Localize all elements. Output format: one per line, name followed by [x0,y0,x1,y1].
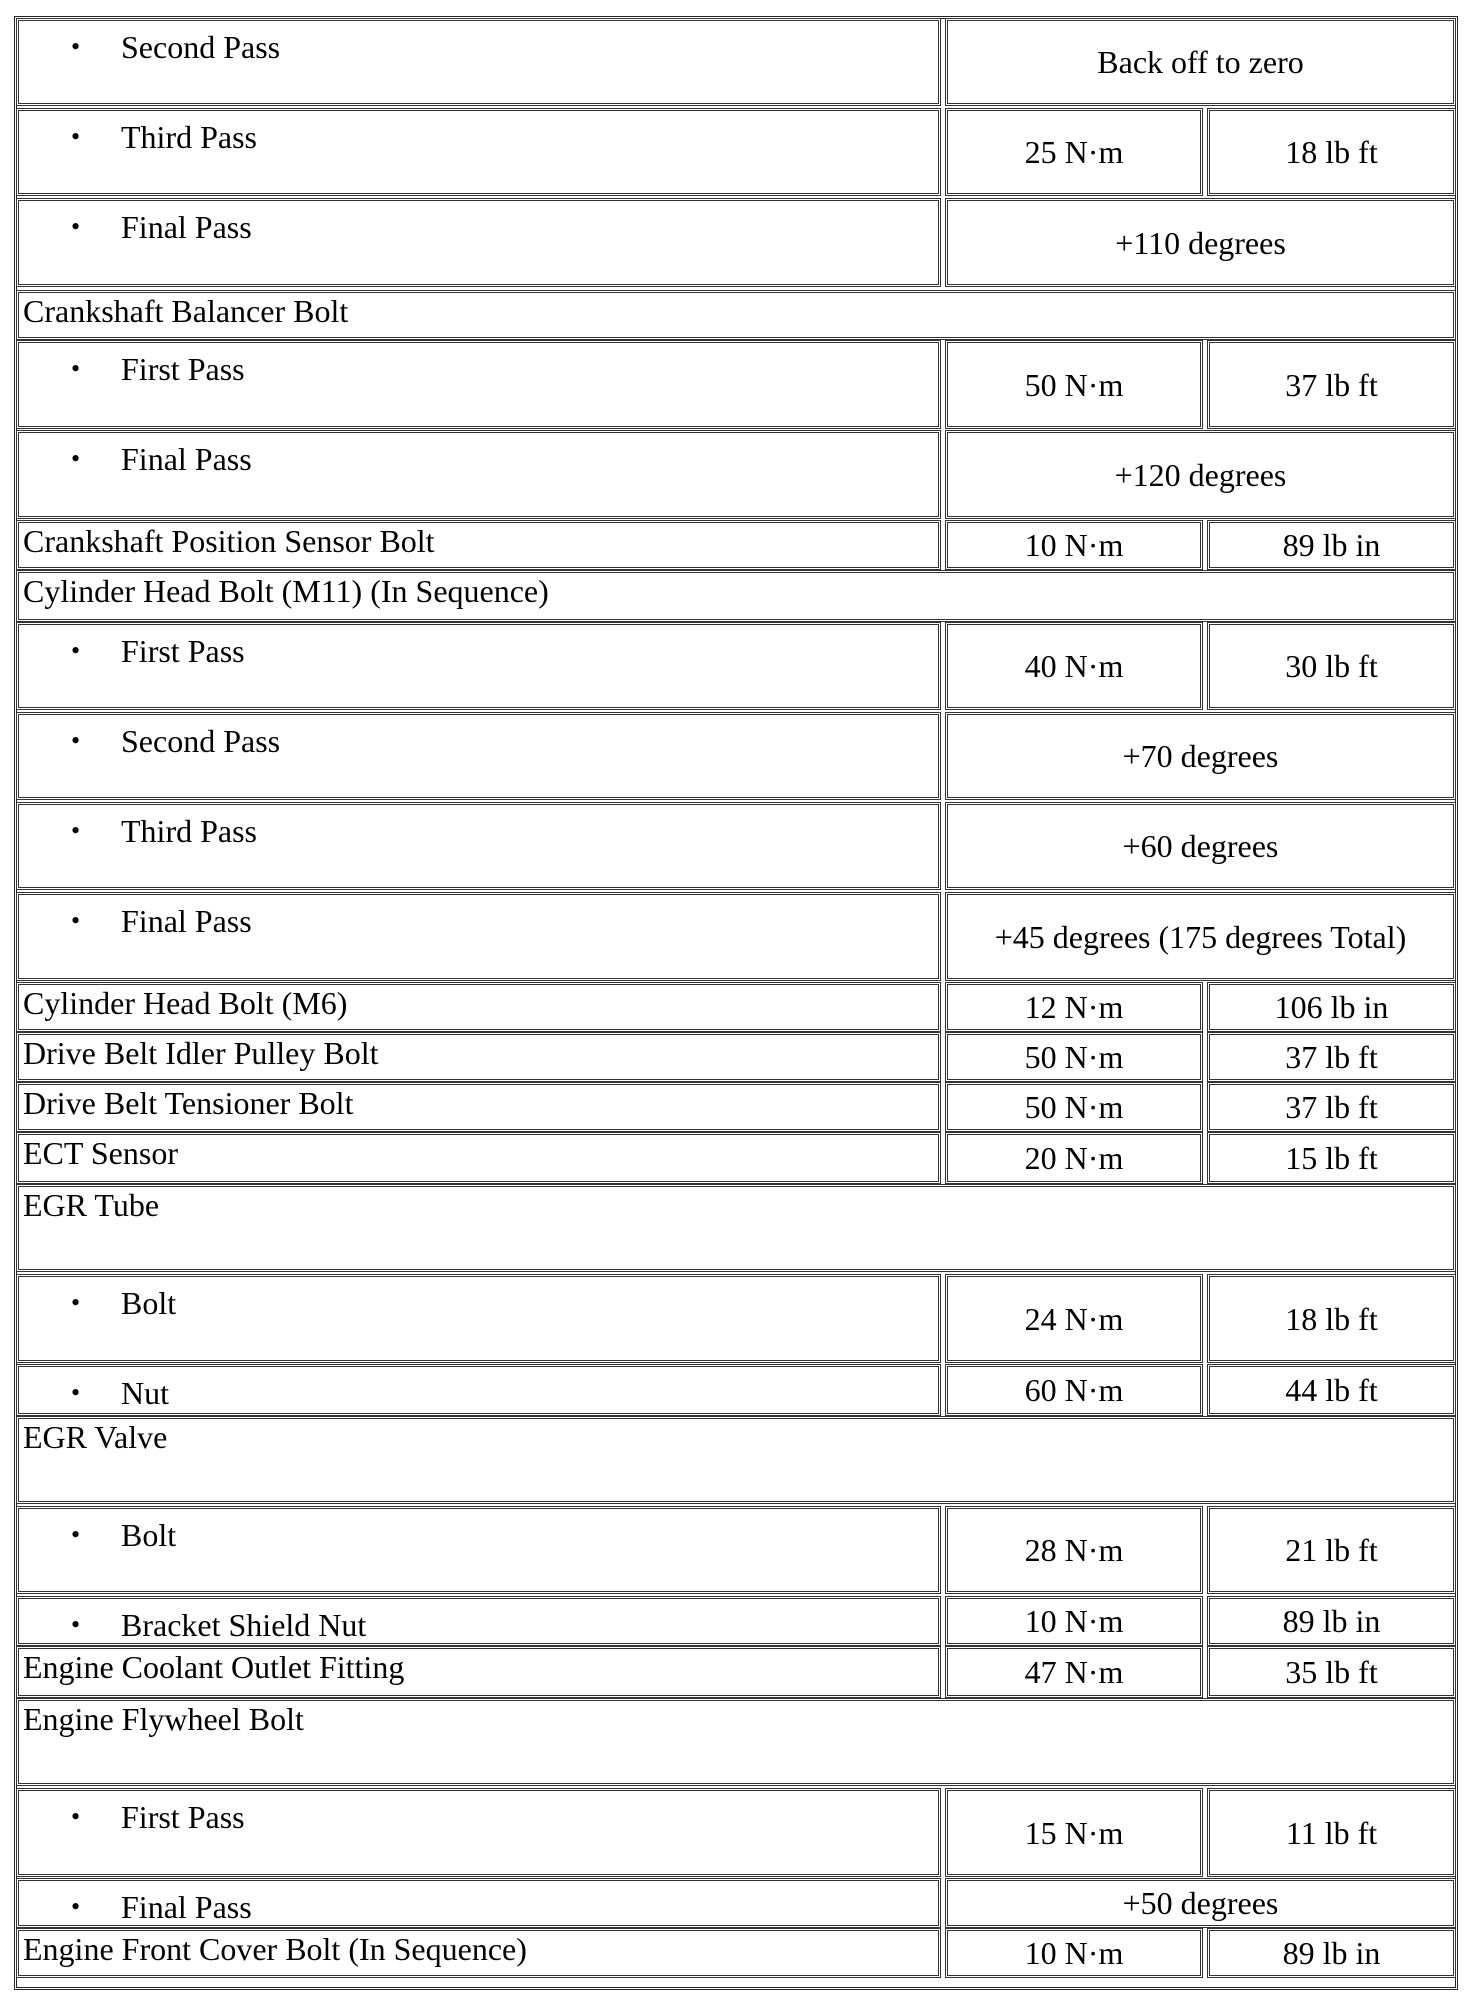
component-label: First Pass [121,633,245,669]
section-heading: Cylinder Head Bolt (M11) (In Sequence) [23,573,549,609]
english-value: 21 lb ft [1285,1532,1378,1568]
component-label: Nut [121,1375,169,1411]
table-row [0,570,1472,622]
spec-value: +60 degrees [1122,828,1279,864]
metric-cell [945,622,1203,710]
metric-cell [945,108,1203,196]
table-row [0,520,1472,570]
component-label: Second Pass [121,29,281,65]
component-label: Final Pass [121,441,252,477]
metric-value: 47 N·m [1024,1654,1124,1690]
table-row [0,1032,1472,1082]
table-row [0,1364,1472,1416]
bullet-icon: • [71,444,81,473]
bullet-icon: • [71,122,81,151]
component-cell [16,1506,941,1594]
metric-cell [945,1132,1203,1184]
bullet-icon: • [71,636,81,665]
english-cell [1207,1032,1456,1082]
english-value: 89 lb in [1282,527,1381,563]
spec-span-cell [945,1878,1456,1928]
bullet-icon: • [71,1520,81,1549]
table-row [0,1878,1472,1928]
english-value: 89 lb in [1282,1935,1381,1971]
bullet-icon: • [71,1288,81,1317]
table-row [0,290,1472,340]
bullet-icon: • [71,906,81,935]
table-row [0,712,1472,800]
english-cell [1207,1082,1456,1132]
table-row [0,1416,1472,1504]
component-label: Third Pass [121,813,257,849]
component-cell [16,520,941,570]
english-cell [1207,1274,1456,1363]
bullet-icon: • [71,212,81,241]
component-cell [16,802,941,890]
component-cell [16,108,941,196]
metric-value: 15 N·m [1024,1814,1124,1851]
component-cell [16,1082,941,1132]
metric-value: 10 N·m [1024,527,1124,563]
english-value: 30 lb ft [1285,648,1378,684]
section-heading-cell [16,1698,1456,1786]
spec-value: +45 degrees (175 degrees Total) [994,918,1407,955]
component-cell [16,712,941,800]
component-cell [16,1364,941,1416]
english-value: 18 lb ft [1285,134,1378,170]
component-label: First Pass [121,351,245,387]
component-cell [16,1646,941,1698]
metric-cell [945,1646,1203,1698]
component-label: Drive Belt Idler Pulley Bolt [23,1035,379,1071]
english-value: 106 lb in [1274,989,1389,1025]
component-label: Final Pass [121,903,252,939]
metric-value: 10 N·m [1024,1935,1124,1971]
english-cell [1207,622,1456,710]
english-cell [1207,108,1456,196]
bullet-icon: • [71,1802,81,1831]
spec-span-cell [945,712,1456,800]
metric-cell [945,1274,1203,1363]
table-row [0,802,1472,890]
component-cell [16,1032,941,1082]
english-value: 37 lb ft [1285,366,1378,403]
english-value: 37 lb ft [1285,1039,1378,1075]
table-row [0,892,1472,981]
component-label: Cylinder Head Bolt (M6) [23,985,348,1021]
table-row [0,1788,1472,1877]
english-cell [1207,1788,1456,1877]
spec-value: Back off to zero [1097,44,1304,80]
english-cell [1207,1646,1456,1698]
component-cell [16,18,941,106]
spec-value: +50 degrees [1122,1885,1279,1921]
component-label: Third Pass [121,119,257,155]
component-label: Bolt [121,1285,177,1321]
english-value: 11 lb ft [1285,1814,1378,1851]
english-value: 37 lb ft [1285,1089,1378,1125]
spec-span-cell [945,18,1456,106]
metric-value: 60 N·m [1024,1372,1124,1408]
section-heading: Engine Flywheel Bolt [23,1701,304,1737]
component-cell [16,622,941,710]
bullet-icon: • [71,1892,81,1921]
component-cell [16,198,941,287]
english-value: 15 lb ft [1285,1140,1378,1176]
table-row [0,430,1472,519]
component-label: Crankshaft Position Sensor Bolt [23,523,435,559]
metric-value: 50 N·m [1024,1089,1124,1125]
component-label: ECT Sensor [23,1135,178,1171]
english-value: 44 lb ft [1285,1372,1378,1408]
bullet-icon: • [71,1378,81,1407]
metric-cell [945,1506,1203,1594]
table-row [0,1132,1472,1184]
table-row [0,1596,1472,1646]
english-value: 35 lb ft [1285,1654,1378,1690]
metric-cell [945,1032,1203,1082]
section-heading-cell [16,290,1456,340]
table-row [0,108,1472,196]
metric-cell [945,1364,1203,1416]
component-label: Second Pass [121,723,281,759]
component-label: Engine Front Cover Bolt (In Sequence) [23,1931,527,1967]
table-row [0,622,1472,710]
table-row [0,982,1472,1032]
component-label: Bracket Shield Nut [121,1607,367,1643]
bullet-icon: • [71,32,81,61]
english-cell [1207,1596,1456,1646]
english-cell [1207,1364,1456,1416]
metric-cell [945,1082,1203,1132]
metric-value: 25 N·m [1024,134,1124,170]
metric-cell [945,520,1203,570]
table-row [0,1274,1472,1363]
component-label: Final Pass [121,209,252,245]
metric-value: 40 N·m [1024,648,1124,684]
component-cell [16,340,941,429]
metric-cell [945,1596,1203,1646]
english-value: 18 lb ft [1285,1300,1378,1337]
metric-value: 50 N·m [1024,366,1124,403]
metric-cell [945,982,1203,1032]
metric-value: 20 N·m [1024,1140,1124,1176]
english-cell [1207,1928,1456,1978]
component-label: Bolt [121,1517,177,1553]
metric-cell [945,1788,1203,1877]
spec-value: +110 degrees [1115,224,1286,261]
table-row [0,1646,1472,1698]
metric-value: 24 N·m [1024,1300,1124,1337]
english-cell [1207,340,1456,429]
table-row [0,1082,1472,1132]
component-cell [16,1132,941,1184]
section-heading: EGR Tube [23,1187,160,1223]
spec-span-cell [945,198,1456,287]
table-row [0,340,1472,429]
component-cell [16,982,941,1032]
table-row [0,1698,1472,1786]
component-label: Engine Coolant Outlet Fitting [23,1649,405,1685]
english-cell [1207,982,1456,1032]
section-heading: Crankshaft Balancer Bolt [23,293,349,329]
section-heading-cell [16,1184,1456,1272]
metric-value: 10 N·m [1024,1603,1124,1639]
component-cell [16,1928,941,1978]
bullet-icon: • [71,726,81,755]
table-row [0,1928,1472,1978]
metric-value: 12 N·m [1024,989,1124,1025]
table-row [0,1506,1472,1594]
component-cell [16,1788,941,1877]
component-label: Drive Belt Tensioner Bolt [23,1085,354,1121]
component-label: First Pass [121,1799,245,1835]
section-heading-cell [16,570,1456,622]
english-cell [1207,1132,1456,1184]
metric-cell [945,1928,1203,1978]
bullet-icon: • [71,816,81,845]
component-cell [16,430,941,519]
english-value: 89 lb in [1282,1603,1381,1639]
metric-value: 28 N·m [1024,1532,1124,1568]
component-cell [16,1274,941,1363]
table-row [0,198,1472,287]
english-cell [1207,1506,1456,1594]
component-cell [16,1878,941,1928]
spec-span-cell [945,892,1456,981]
spec-span-cell [945,430,1456,519]
table-row [0,1184,1472,1272]
component-cell [16,1596,941,1646]
table-row [0,18,1472,106]
english-cell [1207,520,1456,570]
spec-value: +70 degrees [1122,738,1279,774]
metric-value: 50 N·m [1024,1039,1124,1075]
metric-cell [945,340,1203,429]
section-heading-cell [16,1416,1456,1504]
component-cell [16,892,941,981]
section-heading: EGR Valve [23,1419,168,1455]
component-label: Final Pass [121,1889,252,1925]
spec-value: +120 degrees [1114,456,1287,493]
bullet-icon: • [71,1610,81,1639]
bullet-icon: • [71,354,81,383]
spec-span-cell [945,802,1456,890]
